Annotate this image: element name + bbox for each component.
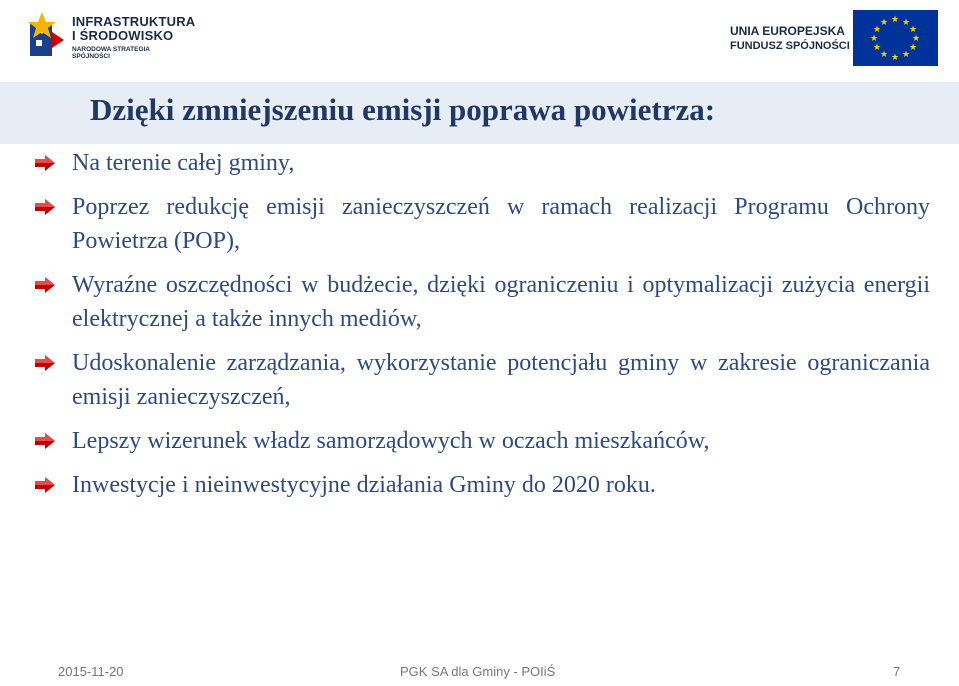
svg-text:★: ★ <box>890 14 900 24</box>
bullet-text: Na terenie całej gminy, <box>72 150 295 176</box>
svg-text:★: ★ <box>908 24 918 34</box>
slide-header <box>0 0 959 80</box>
logo-left-line1: INFRASTRUKTURA <box>72 14 196 29</box>
bullet-item <box>35 468 930 502</box>
svg-text:★: ★ <box>908 42 918 52</box>
bullet-text: Inwestycje i nieinwestycyjne działania Gminy do 2020 roku. <box>72 472 656 498</box>
bullet-text: Lepszy wizerunek władz samorządowych w oczach mieszkańców, <box>72 428 710 454</box>
slide-title: Dzięki zmniejszeniu emisji poprawa powietrza: <box>90 92 716 127</box>
red-arrow-bullet-icon <box>35 477 55 493</box>
logo-right-line2: FUNDUSZ SPÓJNOŚCI <box>730 40 850 52</box>
red-arrow-bullet-icon <box>35 155 55 171</box>
infrastruktura-logo <box>28 10 196 62</box>
svg-text:★: ★ <box>890 52 900 62</box>
footer-center-text: PGK SA dla Gminy - POIiŚ <box>400 664 556 679</box>
bullet-text: Udoskonalenie zarządzania, wykorzystanie potencjału gminy w zakresie ograniczania emisji zanieczyszczeń, <box>72 350 930 410</box>
svg-text:★: ★ <box>872 24 882 34</box>
red-arrow-bullet-icon <box>35 199 55 215</box>
svg-text:★: ★ <box>869 33 879 43</box>
bullet-text: Poprzez redukcję emisji zanieczyszczeń w ramach realizacji Programu Ochrony Powietrza (POP), <box>72 194 930 254</box>
bullet-item <box>35 146 930 180</box>
svg-text:★: ★ <box>901 49 911 59</box>
eu-flag-icon <box>853 10 938 66</box>
svg-text:★: ★ <box>901 17 911 27</box>
svg-text:★: ★ <box>879 17 889 27</box>
logo-right-line1: UNIA EUROPEJSKA <box>730 24 845 38</box>
svg-text:★: ★ <box>911 33 921 43</box>
bullet-text: Wyraźne oszczędności w budżecie, dzięki ograniczeniu i optymalizacji zużycia energii elektrycznej a także innych mediów, <box>72 272 930 332</box>
bullet-item <box>35 424 930 458</box>
red-arrow-bullet-icon <box>35 277 55 293</box>
svg-text:★: ★ <box>879 49 889 59</box>
logo-left-line2: I ŚRODOWISKO <box>72 28 174 43</box>
bullet-item <box>35 190 930 258</box>
red-arrow-bullet-icon <box>35 433 55 449</box>
bullet-item <box>35 346 930 414</box>
red-arrow-bullet-icon <box>35 355 55 371</box>
logo-left-line3: NARODOWA STRATEGIA SPÓJNOŚCI <box>72 46 150 60</box>
bullet-item <box>35 268 930 336</box>
footer-page-number: 7 <box>893 664 901 679</box>
bullet-list <box>35 146 930 512</box>
svg-text:★: ★ <box>872 42 882 52</box>
footer-date: 2015-11-20 <box>58 664 124 679</box>
nss-emblem-icon <box>28 10 68 58</box>
eu-logo <box>730 10 940 66</box>
